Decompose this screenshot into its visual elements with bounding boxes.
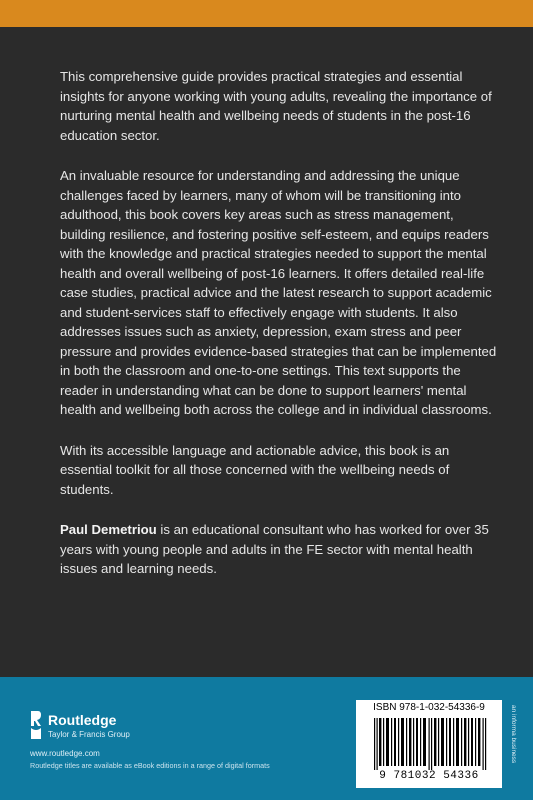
blurb-paragraph-3: With its accessible language and actionable advice, this book is an essential toolkit for all those concerned with the wellbeing needs of students. xyxy=(60,442,450,497)
main-panel xyxy=(0,27,533,677)
footer-band xyxy=(0,677,533,800)
isbn-label: ISBN 978-1-032-54336-9 xyxy=(373,702,485,713)
publisher-name: Routledge xyxy=(48,712,117,728)
ebook-note: Routledge titles are available as eBook editions in a range of digital formats xyxy=(30,761,270,770)
barcode-icon xyxy=(372,718,488,770)
blurb-paragraph-1: This comprehensive guide provides practical strategies and essential insights for anyone working with young adults, revealing the importance of nurturing mental health and wellbeing needs of students in the post-16 education sector. xyxy=(60,69,492,143)
blurb-text xyxy=(60,67,500,600)
publisher-logo xyxy=(30,710,170,744)
publisher-group: Taylor & Francis Group xyxy=(48,730,130,739)
barcode-number: 9 781032 54336 xyxy=(379,770,479,782)
blurb-paragraph-2: An invaluable resource for understanding and addressing the unique challenges faced by learners, many of whom will be transitioning into adulthood, this book covers key areas such as stress management, building resilience, and fostering positive self-esteem, and equips readers with the knowledge and practical strategies needed to support the mental health and overall wellbeing of post-16 learners. It offers detailed real-life case studies, practical advice and the latest research to support academic and student-services staff to effectively engage with students. It also addresses issues such as anxiety, depression, exam stress and peer pressure and provides evidence-based strategies that can be implemented in both the classroom and one-to-one settings. This text supports the reader in understanding what can be done to support learners' mental health and wellbeing both across the college and in individual classrooms. xyxy=(60,168,497,417)
routledge-logo-icon xyxy=(30,710,42,740)
publisher-website: www.routledge.com xyxy=(30,749,100,758)
author-bio xyxy=(60,520,500,579)
author-bio-text: is an educational consultant who has worked for over 35 years with young people and adults in the FE sector with mental health issues and learning needs. xyxy=(60,522,489,576)
accent-band xyxy=(0,0,533,27)
informa-side-text: an informa business xyxy=(510,705,517,764)
barcode-panel xyxy=(356,700,502,788)
author-name: Paul Demetriou xyxy=(60,522,157,537)
